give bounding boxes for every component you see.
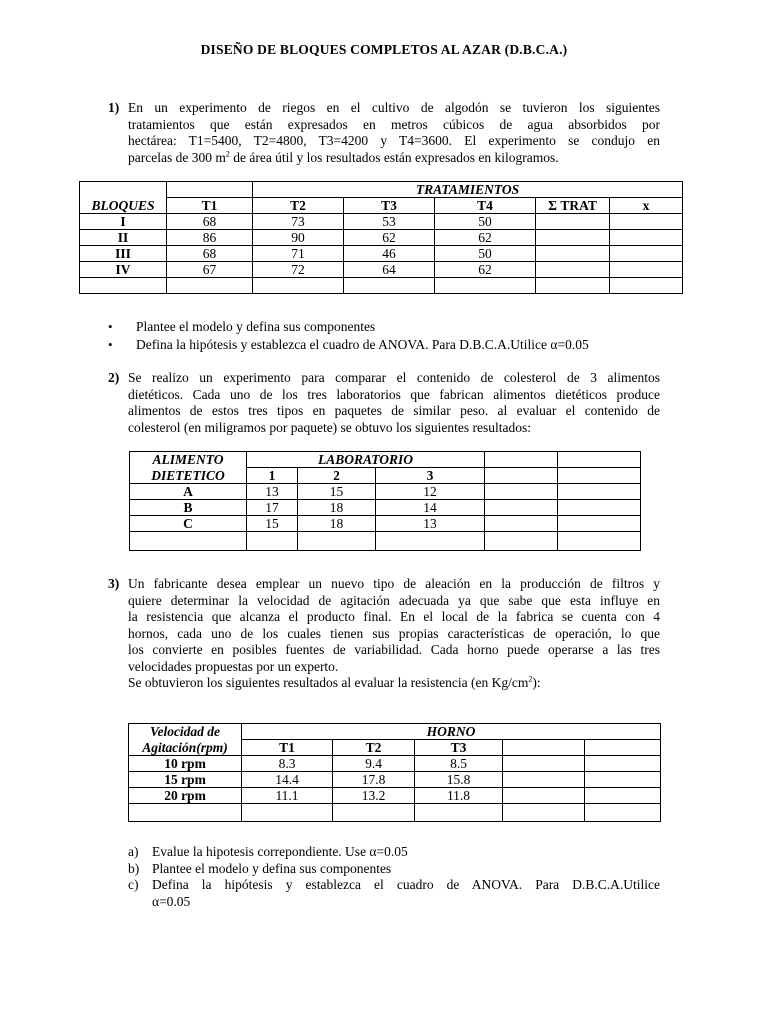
problem-text bbox=[128, 576, 660, 692]
table-cell bbox=[610, 262, 683, 278]
table-cell: 68 bbox=[167, 214, 253, 230]
row-label: II bbox=[80, 230, 167, 246]
table-cell bbox=[503, 804, 585, 822]
table-cell: 18 bbox=[298, 500, 376, 516]
table-cell: 18 bbox=[298, 516, 376, 532]
table-cell: 53 bbox=[344, 214, 435, 230]
table-cell bbox=[130, 532, 247, 551]
row-label: A bbox=[130, 484, 247, 500]
problem-text bbox=[128, 370, 660, 436]
table-row bbox=[80, 214, 683, 230]
problem-number: 2) bbox=[108, 370, 120, 385]
table-resistance bbox=[128, 723, 661, 822]
table-cell bbox=[167, 278, 253, 294]
table-row bbox=[80, 198, 683, 214]
text-fragment: de área útil y los resultados están expresados en kilogramos. bbox=[229, 149, 559, 165]
table-cell: 8.5 bbox=[415, 756, 503, 772]
table-row bbox=[130, 484, 641, 500]
column-header: Σ TRAT bbox=[536, 198, 610, 214]
table-cell: 14 bbox=[376, 500, 485, 516]
table-cell: 13 bbox=[247, 484, 298, 500]
table-cell: 73 bbox=[253, 214, 344, 230]
table-cell bbox=[610, 278, 683, 294]
superscript: 2 bbox=[225, 149, 230, 158]
table-cell bbox=[485, 532, 558, 551]
text-line: velocidades propuestas por un experto. bbox=[128, 658, 339, 674]
group-header: TRATAMIENTOS bbox=[253, 182, 683, 198]
column-header: T3 bbox=[344, 198, 435, 214]
problem-1 bbox=[108, 100, 660, 166]
row-label: 20 rpm bbox=[129, 788, 242, 804]
table-cell: 62 bbox=[435, 230, 536, 246]
table-row bbox=[129, 724, 661, 740]
row-header: BLOQUES bbox=[80, 198, 167, 214]
table-cell bbox=[242, 804, 333, 822]
row-label: C bbox=[130, 516, 247, 532]
row-label: 15 rpm bbox=[129, 772, 242, 788]
table-cell bbox=[610, 246, 683, 262]
table-cell: 62 bbox=[344, 230, 435, 246]
text-fragment: Se obtuvieron los siguientes resultados al evaluar la resistencia (en Kg/cm bbox=[128, 675, 529, 690]
problem-3 bbox=[108, 576, 660, 692]
page-title: DISEÑO DE BLOQUES COMPLETOS AL AZAR (D.B.C.A.) bbox=[200, 42, 568, 57]
row-label: 10 rpm bbox=[129, 756, 242, 772]
column-header: x bbox=[610, 198, 683, 214]
text-line bbox=[128, 150, 660, 167]
table-cell bbox=[247, 532, 298, 551]
table-cell: 8.3 bbox=[242, 756, 333, 772]
text-line: la resistencia que alcanza el producto final. En el local de la fabrica se cuenta con 4 bbox=[128, 609, 660, 624]
table-cell bbox=[485, 468, 558, 484]
table-row bbox=[80, 230, 683, 246]
table-cell bbox=[558, 500, 641, 516]
row-label: III bbox=[80, 246, 167, 262]
bullet-list bbox=[108, 318, 668, 354]
list-item: • Defina la hipótesis y establezca el cuadro de ANOVA. Para D.B.C.A.Utilice α=0.05 bbox=[108, 336, 668, 354]
table-row bbox=[129, 772, 661, 788]
text-line: tratamientos que están expresados en metros cúbicos de agua absorbidos por bbox=[128, 116, 660, 132]
table-cell bbox=[503, 740, 585, 756]
table-row bbox=[129, 740, 661, 756]
item-letter: c) bbox=[128, 877, 139, 892]
table-cell: 9.4 bbox=[333, 756, 415, 772]
table-cell: 15 bbox=[247, 516, 298, 532]
table-cell bbox=[485, 484, 558, 500]
row-label: B bbox=[130, 500, 247, 516]
item-letter: a) bbox=[128, 844, 139, 859]
column-header: T3 bbox=[415, 740, 503, 756]
table-row bbox=[130, 500, 641, 516]
table-cell: 67 bbox=[167, 262, 253, 278]
table-cell bbox=[558, 484, 641, 500]
table-cell: 17 bbox=[247, 500, 298, 516]
table-row bbox=[129, 804, 661, 822]
row-header: Velocidad de bbox=[129, 724, 242, 740]
table-treatments bbox=[79, 181, 683, 294]
table-cell bbox=[585, 772, 661, 788]
table-cell bbox=[503, 772, 585, 788]
table-cell: 90 bbox=[253, 230, 344, 246]
group-header: HORNO bbox=[242, 724, 661, 740]
item-text: α=0.05 bbox=[152, 893, 191, 909]
text-line: quiere determinar la velocidad de agitación adecuada ya que sabe que esta influye en bbox=[128, 592, 660, 608]
text-line: Se realizo un experimento para comparar el contenido de colesterol de 3 alimentos bbox=[128, 370, 660, 385]
table-cell: 12 bbox=[376, 484, 485, 500]
table-cell: 15 bbox=[298, 484, 376, 500]
table-cell: 86 bbox=[167, 230, 253, 246]
column-header: 3 bbox=[376, 468, 485, 484]
table-cell bbox=[610, 230, 683, 246]
list-item bbox=[128, 894, 660, 911]
list-item bbox=[128, 844, 660, 861]
table-cell: 71 bbox=[253, 246, 344, 262]
problem-number: 3) bbox=[108, 576, 120, 591]
table-cell bbox=[536, 246, 610, 262]
table-cell bbox=[610, 214, 683, 230]
table-cell bbox=[503, 756, 585, 772]
text-line: dietéticos. Cada uno de los tres laboratorios que fabrican alimentos dietéticos produce bbox=[128, 386, 660, 402]
table-row bbox=[80, 278, 683, 294]
table-row bbox=[80, 182, 683, 198]
table-cell: 13.2 bbox=[333, 788, 415, 804]
table-row bbox=[129, 788, 661, 804]
table-cell bbox=[80, 278, 167, 294]
item-letter: b) bbox=[128, 860, 140, 876]
table-cell bbox=[435, 278, 536, 294]
table-cell bbox=[558, 468, 641, 484]
column-header: T2 bbox=[333, 740, 415, 756]
lettered-list bbox=[128, 844, 660, 910]
table-cell bbox=[80, 182, 167, 198]
table-cell bbox=[585, 804, 661, 822]
row-header: Agitación(rpm) bbox=[129, 740, 242, 756]
text-line: En un experimento de riegos en el cultivo de algodón se tuvieron los siguientes bbox=[128, 100, 660, 115]
table-row bbox=[80, 246, 683, 262]
problem-text bbox=[128, 100, 660, 166]
table-row bbox=[130, 532, 641, 551]
text-fragment: ): bbox=[532, 675, 541, 690]
table-cell bbox=[333, 804, 415, 822]
table-cell bbox=[485, 500, 558, 516]
table-cell bbox=[485, 452, 558, 468]
table-cell bbox=[344, 278, 435, 294]
column-header: 2 bbox=[298, 468, 376, 484]
table-cell bbox=[536, 214, 610, 230]
table-cell: 17.8 bbox=[333, 772, 415, 788]
table-cell: 15.8 bbox=[415, 772, 503, 788]
table-cell bbox=[536, 230, 610, 246]
group-header: LABORATORIO bbox=[247, 452, 485, 468]
table-cell: 50 bbox=[435, 214, 536, 230]
table-cell: 13 bbox=[376, 516, 485, 532]
table-cell bbox=[376, 532, 485, 551]
table-cell bbox=[536, 278, 610, 294]
list-item bbox=[128, 877, 660, 894]
table-cell: 62 bbox=[435, 262, 536, 278]
text-line: alimentos de estos tres tipos en paquetes de similar peso. al evaluar el contenido de bbox=[128, 403, 660, 418]
table-cell: 64 bbox=[344, 262, 435, 278]
text-line bbox=[128, 675, 660, 692]
text-line: los convierte en posibles fuentes de variabilidad. Cada horno puede operarse a las tres bbox=[128, 642, 660, 657]
column-header: T1 bbox=[167, 198, 253, 214]
table-cell: 11.1 bbox=[242, 788, 333, 804]
column-header: T4 bbox=[435, 198, 536, 214]
row-label: IV bbox=[80, 262, 167, 278]
table-cell: 50 bbox=[435, 246, 536, 262]
table-cell: 68 bbox=[167, 246, 253, 262]
table-cell: 11.8 bbox=[415, 788, 503, 804]
text-line: Un fabricante desea emplear un nuevo tipo de aleación en la producción de filtros y bbox=[128, 576, 660, 591]
table-row bbox=[129, 756, 661, 772]
table-row bbox=[80, 262, 683, 278]
text-fragment: parcelas de 300 m bbox=[128, 149, 226, 165]
table-cell: 72 bbox=[253, 262, 344, 278]
text-line: colesterol (en miligramos por paquete) se obtuvo los siguientes resultados: bbox=[128, 419, 532, 435]
superscript: 2 bbox=[528, 674, 533, 684]
row-label: I bbox=[80, 214, 167, 230]
list-item: • Plantee el modelo y defina sus componentes bbox=[108, 318, 668, 336]
column-header: 1 bbox=[247, 468, 298, 484]
problem-2 bbox=[108, 370, 660, 436]
table-cell bbox=[536, 262, 610, 278]
table-cell bbox=[415, 804, 503, 822]
table-row bbox=[130, 516, 641, 532]
table-cell bbox=[585, 788, 661, 804]
table-cell bbox=[585, 756, 661, 772]
row-header: DIETETICO bbox=[130, 468, 247, 484]
table-cell bbox=[129, 804, 242, 822]
item-text: Evalue la hipotesis correpondiente. Use α=0.05 bbox=[152, 844, 408, 859]
table-cell bbox=[558, 452, 641, 468]
table-cell bbox=[298, 532, 376, 551]
table-cell bbox=[585, 740, 661, 756]
table-cholesterol bbox=[129, 451, 641, 551]
table-cell bbox=[558, 516, 641, 532]
item-text: Plantee el modelo y defina sus componentes bbox=[152, 860, 392, 876]
table-cell bbox=[503, 788, 585, 804]
column-header: T2 bbox=[253, 198, 344, 214]
table-cell bbox=[253, 278, 344, 294]
column-header: T1 bbox=[242, 740, 333, 756]
table-cell bbox=[558, 532, 641, 551]
table-cell: 14.4 bbox=[242, 772, 333, 788]
item-text: Defina la hipótesis y establezca el cuadro de ANOVA. Para D.B.C.A.Utilice bbox=[152, 877, 660, 892]
text-line: hornos, cada uno de los cuales tienen sus propias características de operación, lo que bbox=[128, 625, 660, 641]
text-line: hectárea: T1=5400, T2=4800, T3=4200 y T4=3600. El experimento se condujo en bbox=[128, 133, 660, 148]
table-row bbox=[130, 468, 641, 484]
problem-number: 1) bbox=[108, 100, 120, 115]
table-cell: 46 bbox=[344, 246, 435, 262]
table-row bbox=[130, 452, 641, 468]
table-cell bbox=[485, 516, 558, 532]
row-header: ALIMENTO bbox=[130, 452, 247, 468]
table-cell bbox=[167, 182, 253, 198]
list-item bbox=[128, 861, 660, 878]
